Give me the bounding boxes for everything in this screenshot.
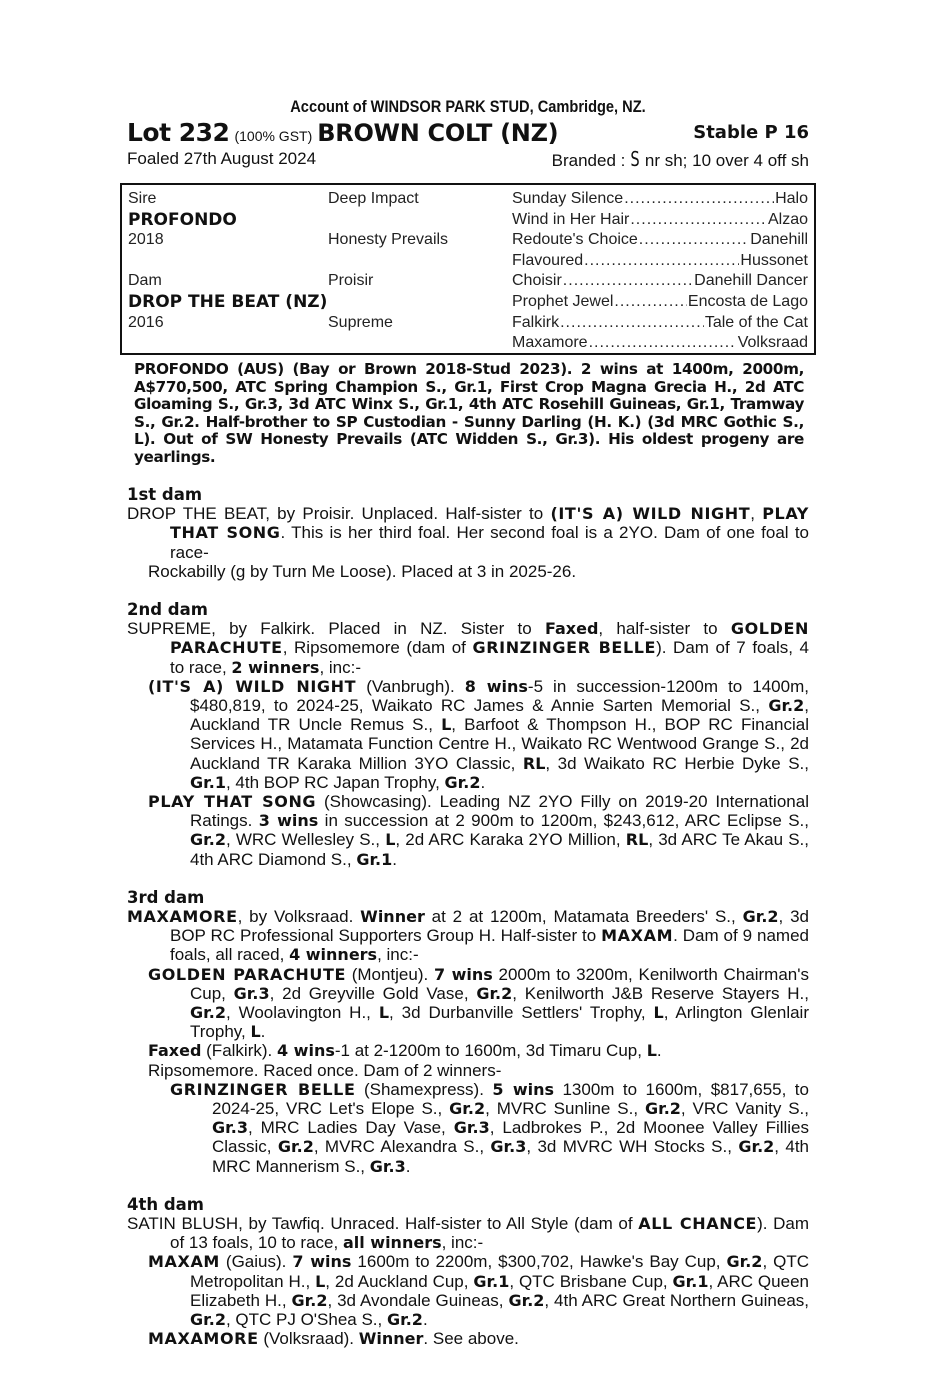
section-4th-dam-title: 4th dam bbox=[127, 1194, 204, 1214]
spacer bbox=[328, 251, 508, 272]
bold-highlight: L bbox=[441, 715, 452, 735]
text-run: . Dam of 9 named foals, all raced, bbox=[170, 926, 809, 965]
leader-dots bbox=[563, 271, 693, 292]
text-run: DROP THE BEAT, by Proisir. Unplaced. Half-sister to bbox=[127, 504, 551, 524]
dam3-progeny-item bbox=[127, 1041, 809, 1060]
text-run: 1300m to 1600m, $817,655, to 2024-25, VRC Let's Elope S., bbox=[212, 1079, 809, 1119]
leader-dots bbox=[589, 333, 737, 354]
text-run: , QTC PJ O'Shea S., bbox=[225, 1310, 387, 1330]
bold-highlight: MAXAMORE bbox=[127, 907, 238, 927]
text-run: ). Dam of 7 foals, 4 to race, bbox=[170, 638, 809, 677]
dam-dam: Supreme bbox=[328, 313, 393, 331]
bold-highlight: all winners bbox=[342, 1233, 442, 1253]
bold-highlight: Gr.1 bbox=[672, 1271, 709, 1291]
pedigree-row bbox=[512, 292, 808, 313]
bold-highlight: Winner bbox=[358, 1329, 424, 1349]
lot-number: Lot 232 bbox=[127, 118, 230, 147]
bold-highlight: 8 wins bbox=[464, 676, 528, 696]
pedigree-grandparents-column bbox=[328, 189, 508, 333]
text-run: , WRC Wellesley S., bbox=[225, 830, 386, 850]
text-run: , MVRC Alexandra S., bbox=[313, 1137, 491, 1157]
bold-highlight: Gr.2 bbox=[190, 830, 226, 850]
bold-highlight: Gr.2 bbox=[476, 983, 513, 1003]
bold-highlight: 3 wins bbox=[258, 811, 319, 831]
text-run: (Montjeu). bbox=[346, 964, 434, 984]
bold-highlight: MAXAM bbox=[148, 1252, 220, 1272]
bold-highlight: RL bbox=[625, 830, 649, 850]
ancestor: Falkirk bbox=[512, 313, 560, 331]
ancestor: Choisir bbox=[512, 272, 562, 290]
vendor-account: Account of WINDSOR PARK STUD, Cambridge, NZ. bbox=[290, 97, 646, 116]
text-run: Ripsomemore. Raced once. Dam of 2 winners- bbox=[148, 1060, 502, 1080]
pedigree-row bbox=[512, 189, 808, 210]
text-run: , by Volksraad. bbox=[237, 907, 361, 927]
bold-highlight: 5 wins bbox=[492, 1079, 555, 1099]
spacer bbox=[328, 210, 508, 231]
bold-highlight: L bbox=[250, 1022, 261, 1042]
sire-summary: PROFONDO (AUS) (Bay or Brown 2018-Stud 2023). 2 wins at 1400m, 2000m, A$770,500, ATC Spring Champion S., Gr.1, First Crop Magna Grecia H., 2d ATC Gloaming S., Gr.3, 3d ATC Winx S., Gr.1, 4th ATC Rosehill Guineas, Gr.1, Tramway S., Gr.2. Half-brother to SP Custodian - Sunny Darling (H. K.) (3d MRC Gothic S., L). Out of SW Honesty Prevails (ATC Widden S., Gr.3). His oldest progeny are yearlings. bbox=[134, 360, 804, 466]
lot-heading bbox=[127, 118, 809, 148]
text-run: , VRC Vanity S., bbox=[680, 1099, 810, 1119]
leader-dots bbox=[639, 230, 749, 251]
text-run: , 2d Greyville Gold Vase, bbox=[269, 983, 477, 1003]
bold-highlight: Gr.2 bbox=[190, 1003, 226, 1023]
ancestor-sire: Danehill Dancer bbox=[694, 272, 808, 290]
pedigree-row bbox=[512, 210, 808, 231]
horse-title: BROWN COLT (NZ) bbox=[317, 119, 559, 147]
text-run: (Shamexpress). bbox=[355, 1079, 493, 1099]
bold-highlight: (IT'S A) WILD NIGHT bbox=[550, 504, 751, 524]
bold-highlight: Gr.2 bbox=[277, 1137, 314, 1157]
ancestor-sire: Danehill bbox=[750, 231, 808, 249]
bold-highlight: MAXAMORE bbox=[148, 1329, 259, 1349]
text-run: , inc:- bbox=[441, 1233, 484, 1253]
bold-highlight: Gr.1 bbox=[356, 849, 393, 869]
ancestor-sire: Tale of the Cat bbox=[704, 313, 808, 331]
ancestor-sire: Encosta de Lago bbox=[687, 292, 808, 310]
dam1-summary bbox=[127, 504, 809, 562]
bold-highlight: Gr.2 bbox=[742, 907, 779, 927]
dam2-summary bbox=[127, 619, 809, 677]
sire-dam: Honesty Prevails bbox=[328, 231, 449, 249]
brand-mark-icon: S bbox=[630, 147, 640, 171]
branded-detail: nr sh; 10 over 4 off sh bbox=[644, 151, 809, 170]
dam4-summary bbox=[127, 1214, 809, 1252]
text-run: , 3d Avondale Guineas, bbox=[327, 1290, 509, 1310]
bold-highlight: Gr.3 bbox=[453, 1118, 490, 1138]
leader-dots bbox=[584, 251, 739, 272]
dam1-progeny: Rockabilly (g by Turn Me Loose). Placed at 3 in 2025-26. bbox=[148, 561, 577, 581]
text-run: , 2d ARC Karaka 2YO Million, bbox=[395, 830, 626, 850]
bold-highlight: Gr.2 bbox=[644, 1099, 681, 1119]
text-run: , 3d BOP RC Professional Supporters Group H. Half-sister to bbox=[170, 907, 809, 946]
text-run: , inc:- bbox=[377, 945, 419, 965]
bold-highlight: Gr.3 bbox=[490, 1137, 527, 1157]
bold-highlight: 4 wins bbox=[276, 1041, 335, 1061]
dam3-progeny-item bbox=[127, 965, 809, 1042]
dam-year: 2016 bbox=[128, 313, 164, 331]
pedigree-row bbox=[512, 333, 808, 354]
sire-name: PROFONDO bbox=[128, 209, 237, 230]
text-run: SATIN BLUSH, by Tawfiq. Unraced. Half-sister to All Style (dam of bbox=[127, 1214, 639, 1234]
dam4-progeny-item bbox=[127, 1252, 809, 1329]
ancestor: Wind in Her Hair bbox=[512, 210, 630, 228]
bold-highlight: 7 wins bbox=[292, 1252, 352, 1272]
sire-sire: Deep Impact bbox=[328, 190, 419, 207]
text-run: . bbox=[422, 1310, 428, 1330]
leader-dots bbox=[630, 210, 767, 231]
text-run: , Arlington Glenlair Trophy, bbox=[190, 1003, 809, 1042]
bold-highlight: Gr.3 bbox=[369, 1156, 406, 1176]
bold-highlight: GOLDEN PARACHUTE bbox=[148, 964, 346, 984]
text-run: . bbox=[405, 1156, 411, 1176]
pedigree-row bbox=[512, 313, 808, 334]
bold-highlight: 7 wins bbox=[433, 964, 493, 984]
bold-highlight: Gr.2 bbox=[768, 696, 805, 715]
text-run: (Gaius). bbox=[219, 1252, 293, 1272]
text-run: , Ladbrokes P., 2d Moonee Valley Fillies Classic, bbox=[212, 1118, 810, 1157]
text-run: , MRC Ladies Day Vase, bbox=[247, 1118, 454, 1138]
spacer bbox=[328, 292, 508, 313]
ancestor-sire: Alzao bbox=[767, 210, 808, 228]
dam-sire: Proisir bbox=[328, 272, 374, 290]
dam-line bbox=[127, 485, 809, 1348]
bold-highlight: Gr.1 bbox=[473, 1271, 510, 1291]
ancestor: Prophet Jewel bbox=[512, 292, 614, 310]
branded-label: Branded : bbox=[551, 151, 626, 170]
text-run: , ARC Queen Elizabeth H., bbox=[190, 1271, 809, 1310]
text-run: in succession at 2 900m to 1200m, $243,612, ARC Eclipse S., bbox=[318, 811, 809, 831]
text-run: , 3d Waikato RC Herbie Dyke S., bbox=[545, 753, 809, 773]
gst-note: (100% GST) bbox=[234, 128, 313, 144]
bold-highlight: PLAY THAT SONG bbox=[170, 504, 809, 543]
bold-highlight: MAXAM bbox=[601, 926, 674, 946]
leader-dots bbox=[560, 313, 704, 334]
bold-highlight: 4 winners bbox=[289, 945, 378, 965]
bold-highlight: (IT'S A) WILD NIGHT bbox=[148, 676, 357, 696]
text-run: , MVRC Sunline S., bbox=[485, 1099, 645, 1119]
brand-info bbox=[552, 148, 809, 170]
ancestor: Redoute's Choice bbox=[512, 231, 638, 249]
text-run: , bbox=[750, 504, 763, 524]
text-run: , Barfoot & Thompson H., BOP RC Financial Services H., Matamata Function Centre H., Waikato RC Wentwood Grange S., 2d Auckland TR Karaka Million 3YO Classic, bbox=[190, 715, 809, 773]
pedigree-parents-column bbox=[128, 189, 328, 333]
text-run: ). Dam of 13 foals, 10 to race, bbox=[170, 1214, 810, 1253]
text-run: . bbox=[260, 1022, 266, 1042]
bold-highlight: PLAY THAT SONG bbox=[148, 792, 317, 812]
text-run: , Woolavington H., bbox=[225, 1003, 379, 1023]
leader-dots bbox=[614, 292, 687, 313]
text-run: , 3d MVRC WH Stocks S., bbox=[526, 1137, 739, 1157]
ancestor: Sunday Silence bbox=[512, 190, 624, 207]
section-3rd-dam-title: 3rd dam bbox=[127, 887, 205, 907]
bold-highlight: L bbox=[378, 1003, 390, 1023]
text-run: (Volksraad). bbox=[258, 1329, 359, 1349]
text-run: , QTC Brisbane Cup, bbox=[509, 1271, 673, 1291]
bold-highlight: Gr.3 bbox=[233, 983, 270, 1003]
bold-highlight: GRINZINGER BELLE bbox=[472, 638, 657, 658]
text-run: SUPREME, by Falkirk. Placed in NZ. Sister to bbox=[127, 619, 545, 639]
bold-highlight: Faxed bbox=[545, 619, 599, 639]
ancestor-sire: Hussonet bbox=[740, 251, 808, 269]
text-run: . bbox=[480, 772, 486, 792]
foaled-date: Foaled 27th August 2024 bbox=[127, 149, 317, 168]
text-run: -1 at 2-1200m to 1600m, 3d Timaru Cup, bbox=[334, 1041, 647, 1061]
section-2nd-dam-title: 2nd dam bbox=[127, 600, 208, 619]
bold-highlight: RL bbox=[522, 753, 546, 773]
dam3-summary bbox=[127, 907, 809, 965]
bold-highlight: Gr.2 bbox=[508, 1290, 545, 1310]
text-run: (Showcasing). Leading NZ 2YO Filly on 2019-20 International Ratings. bbox=[190, 792, 809, 831]
text-run: 2000m to 3200m, Kenilworth Chairman's Cup, bbox=[190, 964, 809, 1003]
stable-location: Stable P 16 bbox=[693, 122, 809, 143]
text-run: , Kenilworth J&B Reserve Stayers H., bbox=[512, 983, 809, 1003]
bold-highlight: Faxed bbox=[148, 1041, 202, 1061]
bold-highlight: L bbox=[315, 1271, 326, 1291]
text-run: . This is her third foal. Her second foal is a 2YO. Dam of one foal to race- bbox=[170, 523, 809, 562]
sire-year: 2018 bbox=[128, 231, 164, 249]
text-run: . See above. bbox=[423, 1329, 519, 1349]
bold-highlight: ALL CHANCE bbox=[638, 1214, 758, 1234]
text-run: at 2 at 1200m, Matamata Breeders' S., bbox=[424, 907, 743, 927]
dam2-progeny-item bbox=[127, 792, 809, 869]
sire-label: Sire bbox=[128, 190, 157, 207]
text-run: -5 in succession-1200m to 1400m, $480,819, to 2024-25, Waikato RC James & Annie Sarten Memorial S., bbox=[190, 676, 809, 715]
pedigree-row bbox=[512, 271, 808, 292]
spacer bbox=[128, 251, 328, 272]
text-run: , 3d Durbanville Settlers' Trophy, bbox=[389, 1003, 654, 1023]
bold-highlight: Gr.2 bbox=[190, 1310, 226, 1330]
text-run: , Auckland TR Uncle Remus S., bbox=[190, 696, 809, 735]
bold-highlight: Gr.2 bbox=[386, 1310, 423, 1330]
bold-highlight: Gr.2 bbox=[444, 772, 481, 792]
ancestor-sire: Volksraad bbox=[737, 334, 808, 352]
bold-highlight: L bbox=[385, 830, 396, 850]
bold-highlight: 2 winners bbox=[231, 657, 320, 677]
text-run: , Ripsomemore (dam of bbox=[282, 638, 473, 658]
dam-name: DROP THE BEAT (NZ) bbox=[128, 291, 328, 312]
dam3-progeny-item bbox=[127, 1061, 809, 1080]
text-run: , 4th ARC Great Northern Guineas, bbox=[544, 1290, 810, 1310]
bold-highlight: Winner bbox=[360, 907, 425, 927]
text-run: , 2d Auckland Cup, bbox=[325, 1271, 474, 1291]
bold-highlight: Gr.2 bbox=[449, 1099, 486, 1119]
pedigree-table bbox=[120, 183, 816, 355]
pedigree-row bbox=[512, 230, 808, 251]
catalogue-page bbox=[127, 96, 809, 170]
text-run: (Falkirk). bbox=[201, 1041, 277, 1061]
ancestor: Flavoured bbox=[512, 251, 584, 269]
bold-highlight: GOLDEN PARACHUTE bbox=[170, 619, 809, 658]
leader-dots bbox=[624, 189, 774, 210]
text-run: , 4th MRC Mannerism S., bbox=[212, 1137, 809, 1176]
foaling-brand-row bbox=[127, 148, 809, 170]
text-run: 1600m to 2200m, $300,702, Hawke's Bay Cup, bbox=[351, 1252, 727, 1272]
pedigree-row bbox=[512, 251, 808, 272]
ancestor: Maxamore bbox=[512, 334, 588, 352]
bold-highlight: Gr.2 bbox=[291, 1290, 328, 1310]
text-run: , half-sister to bbox=[598, 619, 731, 639]
text-run: , inc:- bbox=[319, 657, 361, 677]
bold-highlight: Gr.3 bbox=[212, 1118, 248, 1138]
text-run: (Vanbrugh). bbox=[356, 676, 465, 696]
dam-label: Dam bbox=[128, 272, 162, 290]
bold-highlight: GRINZINGER BELLE bbox=[170, 1079, 356, 1099]
dam2-progeny-item bbox=[127, 677, 809, 792]
text-run: , QTC Metropolitan H., bbox=[190, 1252, 809, 1291]
text-run: , 4th BOP RC Japan Trophy, bbox=[225, 772, 445, 792]
ancestor-sire: Halo bbox=[775, 190, 808, 207]
dam4-progeny-item bbox=[127, 1329, 809, 1348]
pedigree-third-generation bbox=[512, 189, 808, 354]
bold-highlight: L bbox=[653, 1003, 664, 1023]
bold-highlight: L bbox=[646, 1041, 657, 1061]
bold-highlight: Gr.2 bbox=[738, 1137, 775, 1157]
dam3-grandprogeny-item bbox=[127, 1080, 809, 1176]
section-1st-dam-title: 1st dam bbox=[127, 485, 203, 504]
bold-highlight: Gr.1 bbox=[190, 772, 226, 792]
text-run: . bbox=[656, 1041, 662, 1061]
text-run: . bbox=[392, 849, 397, 869]
bold-highlight: Gr.2 bbox=[726, 1252, 763, 1272]
text-run: , 3d ARC Te Akau S., 4th ARC Diamond S., bbox=[190, 830, 809, 869]
